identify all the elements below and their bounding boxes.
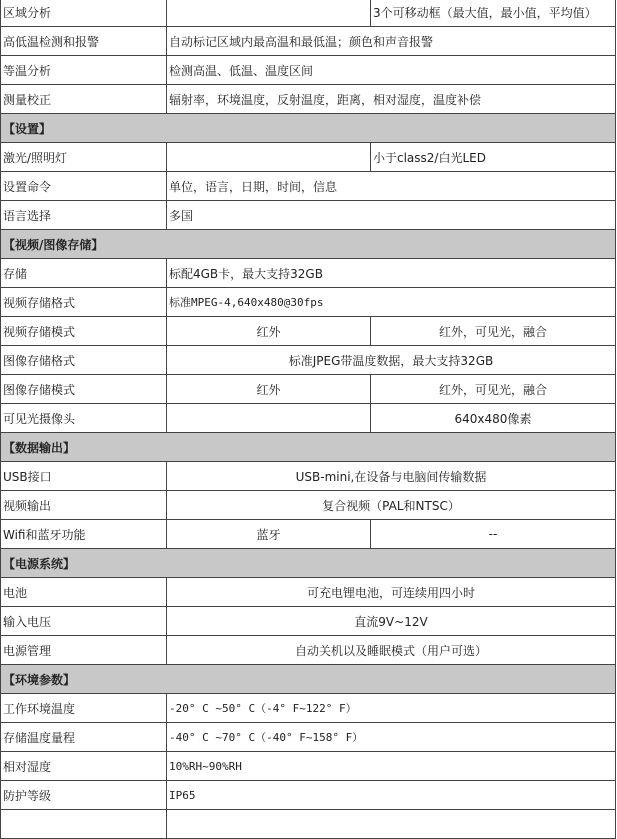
spec-value-secondary: 3个可移动框（最大值，最小值，平均值）: [371, 0, 616, 27]
spec-value-secondary: 红外，可见光，融合: [371, 317, 616, 346]
spec-value: 直流9V~12V: [167, 607, 616, 636]
section-title: 【视频/图像存储】: [1, 230, 616, 259]
spec-label: 输入电压: [1, 607, 167, 636]
spec-label: 语言选择: [1, 201, 167, 230]
spec-row: [1, 404, 616, 433]
section-title: 【环境参数】: [1, 665, 616, 694]
spec-value-secondary: 640x480像素: [371, 404, 616, 433]
section-title: 【数据输出】: [1, 433, 616, 462]
spec-label: 设置命令: [1, 172, 167, 201]
spec-label: 等温分析: [1, 56, 167, 85]
spec-row: [1, 85, 616, 114]
spec-label: 高低温检测和报警: [1, 27, 167, 56]
spec-value: [167, 810, 616, 839]
spec-value: USB-mini,在设备与电脑间传输数据: [167, 462, 616, 491]
spec-label: 防护等级: [1, 781, 167, 810]
spec-label: 电源管理: [1, 636, 167, 665]
section-header-row: [1, 665, 616, 694]
spec-value-primary: [167, 0, 371, 27]
section-header-row: [1, 433, 616, 462]
spec-value: 自动关机以及睡眠模式（用户可选）: [167, 636, 616, 665]
section-header-row: [1, 230, 616, 259]
spec-row: [1, 694, 616, 723]
spec-value: 检测高温、低温、温度区间: [167, 56, 616, 85]
spec-label: 图像存储模式: [1, 375, 167, 404]
spec-row: [1, 346, 616, 375]
section-header-row: [1, 549, 616, 578]
spec-label: 存储温度量程: [1, 723, 167, 752]
spec-label: 视频存储格式: [1, 288, 167, 317]
spec-value: -40° C ~70° C（-40° F~158° F）: [167, 723, 616, 752]
section-title: 【电源系统】: [1, 549, 616, 578]
spec-row: [1, 781, 616, 810]
spec-row: [1, 27, 616, 56]
spec-row: [1, 0, 616, 27]
spec-label: 图像存储格式: [1, 346, 167, 375]
spec-label: 电池: [1, 578, 167, 607]
spec-row: [1, 375, 616, 404]
spec-value: 单位，语言，日期，时间，信息: [167, 172, 616, 201]
spec-value: 辐射率，环境温度，反射温度，距离，相对湿度，温度补偿: [167, 85, 616, 114]
section-title: 【设置】: [1, 114, 616, 143]
spec-label: 激光/照明灯: [1, 143, 167, 172]
spec-value: 复合视频（PAL和NTSC）: [167, 491, 616, 520]
spec-value: 自动标记区域内最高温和最低温；颜色和声音报警: [167, 27, 616, 56]
spec-row: [1, 201, 616, 230]
spec-value: IP65: [167, 781, 616, 810]
spec-value: 多国: [167, 201, 616, 230]
spec-value: 标准MPEG-4,640x480@30fps: [167, 288, 616, 317]
spec-label: 测量校正: [1, 85, 167, 114]
spec-value: 标准JPEG带温度数据，最大支持32GB: [167, 346, 616, 375]
spec-label: 可见光摄像头: [1, 404, 167, 433]
spec-label: Wifi和蓝牙功能: [1, 520, 167, 549]
spec-row: [1, 288, 616, 317]
spec-value-secondary: 小于class2/白光LED: [371, 143, 616, 172]
section-header-row: [1, 114, 616, 143]
spec-label: USB接口: [1, 462, 167, 491]
spec-row: [1, 56, 616, 85]
spec-label: 存储: [1, 259, 167, 288]
spec-table-body: [1, 0, 616, 839]
spec-row: [1, 578, 616, 607]
spec-row: [1, 259, 616, 288]
spec-label: 视频输出: [1, 491, 167, 520]
spec-row: [1, 462, 616, 491]
spec-value-secondary: --: [371, 520, 616, 549]
spec-label: 工作环境温度: [1, 694, 167, 723]
spec-value-primary: 红外: [167, 317, 371, 346]
spec-row: [1, 636, 616, 665]
spec-value-primary: [167, 143, 371, 172]
spec-row: [1, 752, 616, 781]
spec-value-primary: 红外: [167, 375, 371, 404]
spec-value-primary: 蓝牙: [167, 520, 371, 549]
spec-label: [1, 810, 167, 839]
spec-value: 10%RH~90%RH: [167, 752, 616, 781]
spec-row: [1, 491, 616, 520]
spec-value-primary: [167, 404, 371, 433]
spec-label: 视频存储模式: [1, 317, 167, 346]
spec-row: [1, 172, 616, 201]
spec-row: [1, 317, 616, 346]
spec-row: [1, 810, 616, 839]
spec-row: [1, 723, 616, 752]
spec-row: [1, 520, 616, 549]
spec-value: -20° C ~50° C（-4° F~122° F）: [167, 694, 616, 723]
spec-row: [1, 607, 616, 636]
spec-label: 区域分析: [1, 0, 167, 27]
spec-value-secondary: 红外，可见光，融合: [371, 375, 616, 404]
spec-value: 标配4GB卡，最大支持32GB: [167, 259, 616, 288]
spec-label: 相对湿度: [1, 752, 167, 781]
spec-row: [1, 143, 616, 172]
spec-value: 可充电锂电池，可连续用四小时: [167, 578, 616, 607]
